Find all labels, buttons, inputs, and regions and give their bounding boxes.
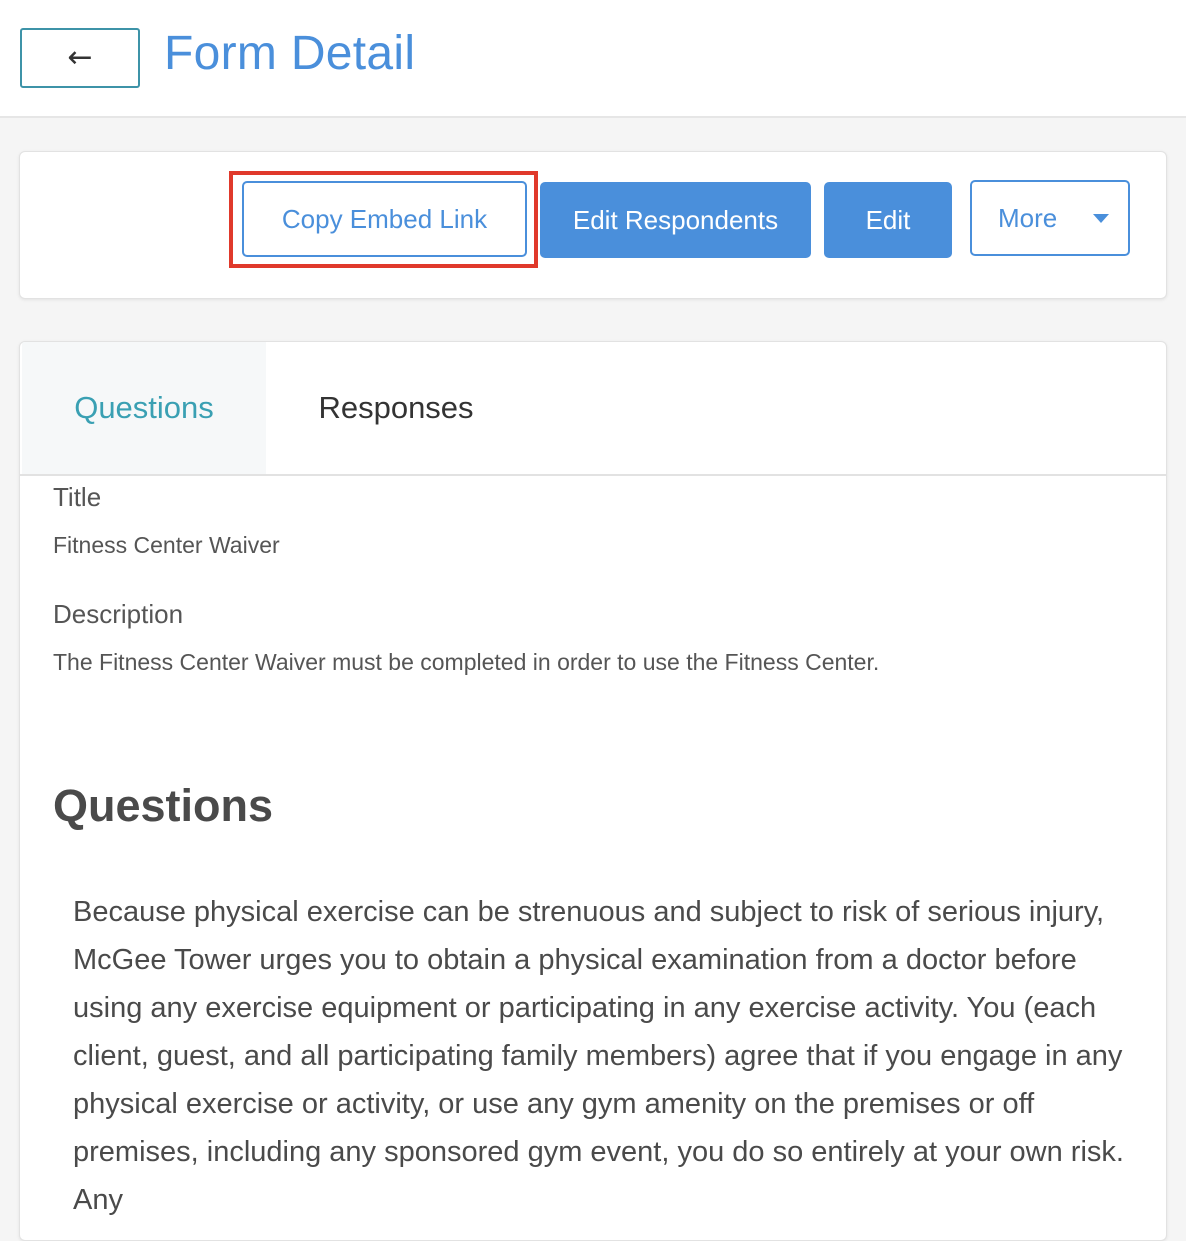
page-title: Form Detail (164, 27, 416, 80)
caret-down-icon (1093, 214, 1109, 223)
edit-respondents-button[interactable]: Edit Respondents (540, 182, 811, 258)
title-label: Title (53, 482, 102, 512)
question-text: Because physical exercise can be strenuous and subject to risk of serious injury, McGee Tower urges you to obtain a physical examination from a doctor before using any exercise equipment or participating in any exercise activity. You (each client, guest, and all participating family members) agree that if you engage in any physical exercise or activity, or use any gym amenity on the premises or off premises, including any sponsored gym event, you do so entirely at your own risk. Any (73, 896, 1124, 1216)
edit-button[interactable]: Edit (824, 182, 952, 258)
tab-questions[interactable]: Questions (22, 342, 266, 474)
tab-responses[interactable]: Responses (318, 390, 474, 425)
copy-embed-link-button[interactable]: Copy Embed Link (242, 181, 527, 257)
page-header (0, 0, 1186, 118)
questions-heading: Questions (53, 780, 274, 831)
back-button[interactable] (20, 28, 140, 88)
arrow-left-icon: ← (67, 40, 93, 75)
description-label: Description (53, 599, 184, 629)
more-dropdown-button[interactable] (970, 180, 1130, 256)
tab-bar (20, 342, 1166, 476)
form-content-card (19, 341, 1167, 1241)
title-value: Fitness Center Waiver (53, 532, 280, 558)
more-label: More (998, 202, 1058, 233)
description-value: The Fitness Center Waiver must be completed in order to use the Fitness Center. (53, 649, 880, 675)
